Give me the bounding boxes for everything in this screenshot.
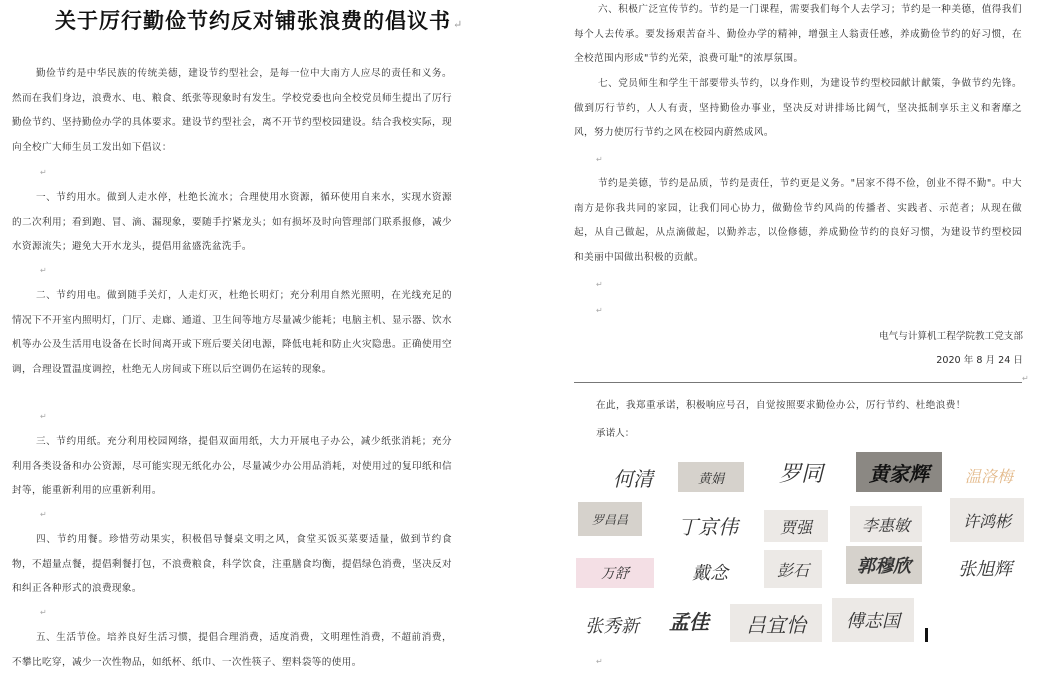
signature-image: 黄家辉 [856,452,942,492]
intro-paragraph [12,62,452,160]
document-title [55,5,475,35]
signature-image: 罗同 [778,461,823,487]
signature-image: 吕宜怡 [730,604,822,642]
paragraph-mark: ↵ [453,18,464,31]
paragraph-mark: ↵ [1022,374,1029,383]
section-living-text: 五、生活节俭。培养良好生活习惯，提倡合理消费，适度消费，文明理性消费，不超前消费，不攀比吃穿，减少一次性物品，如纸杯、纸巾、一次性筷子、塑料袋等的使用。 [12,632,452,668]
section-electricity-text: 二、节约用电。做到随手关灯，人走灯灭，杜绝长明灯；充分利用自然光照明，在光线充足的情况下不开室内照明灯，门厅、走廊、通道、卫生间等地方尽量减少能耗；电脑主机、显示器、饮水机等办公及生活用电设备在长时间离开或下班后要关闭电源，降低电耗和防止火灾隐患。正确使用空调，合理设置温度调控，杜绝无人房间或下班以后空调仍在运转的现象。 [12,290,452,375]
section-divider [574,382,1022,383]
paragraph-mark: ↵ [40,168,47,177]
right-page [570,0,1047,681]
section-leadership [574,72,1022,146]
section-paper [12,430,452,504]
intro-text: 勤俭节约是中华民族的传统美德，建设节约型社会，是每一位中大南方人应尽的责任和义务。然而在我们身边，浪费水、电、粮食、纸张等现象时有发生。学校党委也向全校党员师生提出了厉行勤俭节约、坚持勤俭办学的具体要求。建设节约型社会，离不开节约型校园建设。结合我校实际，现向全校广大师生员工发出如下倡议： [12,68,452,153]
signature-image: 李惠敏 [850,506,922,542]
section-electricity [12,284,452,382]
section-paper-text: 三、节约用纸。充分利用校园网络，提倡双面用纸，大力开展电子办公，减少纸张消耗；充分利用各类设备和办公资源，尽可能实现无纸化办公，尽量减少办公用品消耗，对使用过的复印纸和信封等，能重新利用的应重新利用。 [12,436,452,496]
paragraph-mark: ↵ [40,412,47,421]
signature-image: 贾强 [764,510,828,542]
paragraph-mark: ↵ [596,657,603,666]
paragraph-mark: ↵ [596,155,603,164]
signature-image: 郭穆欣 [846,546,922,584]
section-meals [12,528,452,602]
signature-image: 傅志国 [832,598,914,642]
section-promotion-text: 六、积极广泛宣传节约。节约是一门课程，需要我们每个人去学习；节约是一种美德，值得我们每个人去传承。要发扬艰苦奋斗、勤俭办学的精神，增强主人翁责任感，养成勤俭节约的好习惯，在全校范围内形成"节约光荣，浪费可耻"的浓厚氛围。 [574,4,1022,64]
signature-image: 丁京伟 [678,514,738,539]
paragraph-mark: ↵ [40,608,47,617]
signature-image: 万舒 [576,558,654,588]
text-cursor [925,628,928,642]
signature-image: 何清 [613,466,653,491]
section-water [12,186,452,260]
pledger-label: 承诺人： [596,428,635,439]
signature-image: 张秀新 [585,616,639,637]
signature-image: 张旭辉 [958,559,1012,580]
signature-date: 2020 年 8 月 24 日 [936,355,1023,366]
paragraph-mark: ↵ [40,266,47,275]
pledge-statement: 在此，我郑重承诺，积极响应号召，自觉按照要求勤俭办公，厉行节约、杜绝浪费！ [596,400,966,411]
signature-image: 孟佳 [669,609,709,634]
paragraph-mark: ↵ [40,510,47,519]
signature-department: 电气与计算机工程学院教工党支部 [879,331,1023,342]
section-promotion [574,0,1022,72]
closing-text: 节约是美德，节约是品质，节约是责任，节约更是义务。"居家不得不俭，创业不得不勤"。中大南方是你我共同的家园，让我们同心协力，做勤俭节约风尚的传播者、实践者、示范者；从现在做起，从自己做起，从点滴做起，以勤养志，以俭修德，养成勤俭节约的良好习惯，为建设节约型校园和美丽中国做出积极的贡献。 [574,178,1022,263]
section-leadership-text: 七、党员师生和学生干部要带头节约，以身作则，为建设节约型校园献计献策，争做节约先锋。做到厉行节约，人人有责，坚持勤俭办事业，坚决反对讲排场比阔气，坚决抵制享乐主义和奢靡之风，努力使厉行节约之风在校园内蔚然成风。 [574,78,1022,138]
signature-image: 许鸿彬 [950,498,1024,542]
paragraph-mark: ↵ [596,280,603,289]
signature-image: 戴念 [692,563,728,584]
paragraph-mark: ↵ [596,306,603,315]
section-meals-text: 四、节约用餐。珍惜劳动果实，积极倡导餐桌文明之风，食堂买饭买菜要适量，做到节约食物，不超量点餐，提倡剩餐打包，不浪费粮食，科学饮食，注重膳食均衡，提倡绿色消费，坚决反对和纠正各种形式的浪费现象。 [12,534,452,594]
section-water-text: 一、节约用水。做到人走水停，杜绝长流水；合理使用水资源，循环使用自来水，实现水资源的二次利用；看到跑、冒、滴、漏现象，要随手拧紧龙头；如有损坏及时向管理部门联系报修，减少水资源流失；避免大开水龙头，提倡用盆盛洗盆洗手。 [12,192,452,252]
signature-image: 黄娟 [678,462,744,492]
document-title-text: 关于厉行勤俭节约反对铺张浪费的倡议书 [55,8,451,33]
signature-image: 彭石 [764,550,822,588]
signature-image: 温洛梅 [964,466,1013,486]
section-living [12,626,452,675]
closing-paragraph [574,172,1022,270]
signature-image: 罗昌昌 [578,502,642,536]
